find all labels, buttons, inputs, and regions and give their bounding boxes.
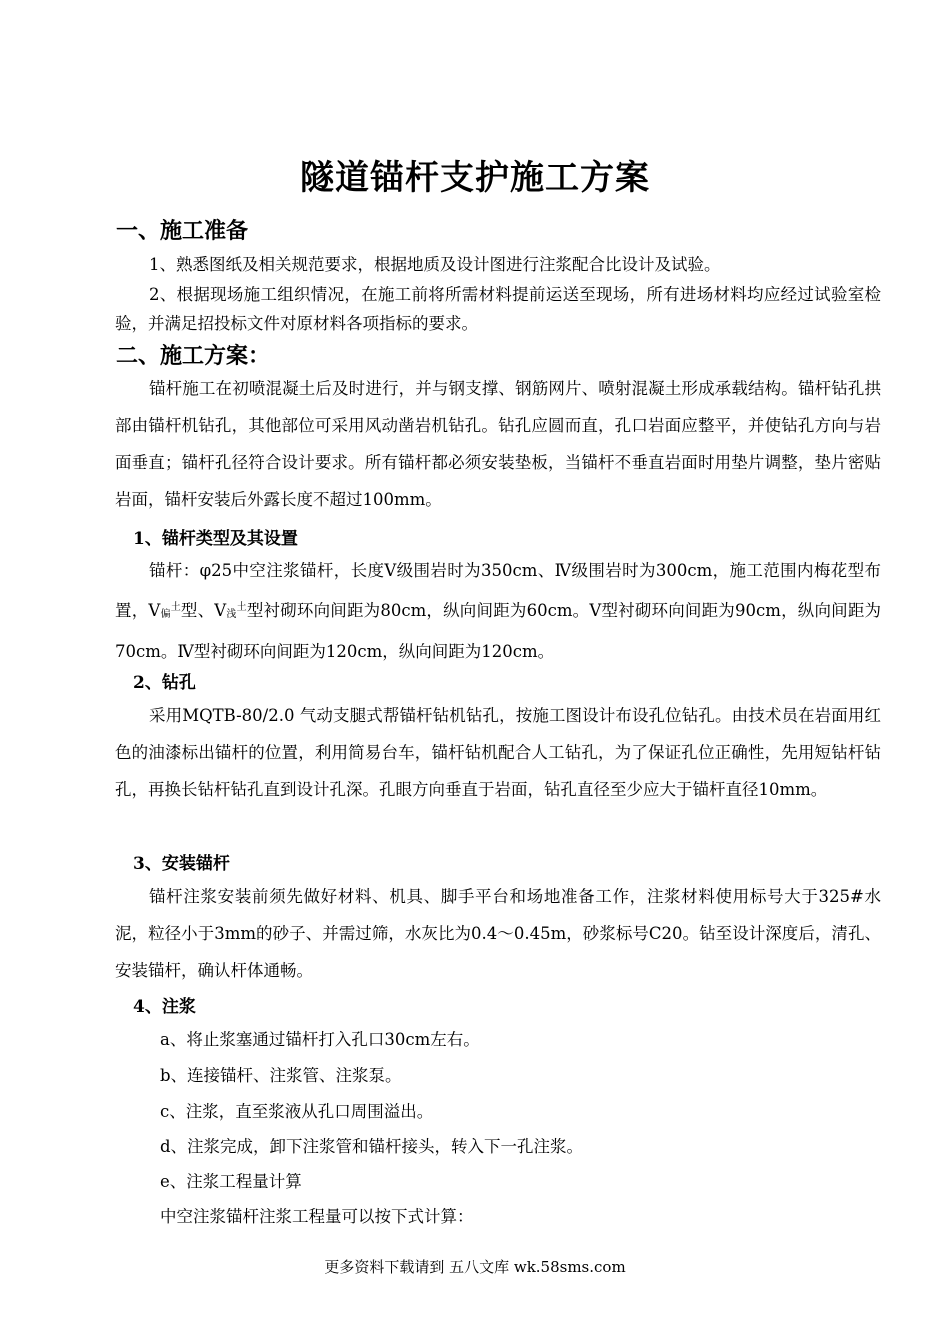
section-heading-plan: 二、施工方案： [116,343,271,369]
anchor-type-text-1: 锚杆：φ25中空注浆锚杆，长度Ⅴ级围岩时为350cm、Ⅳ级围岩时为300cm，施工范围内梅花型布置，Ⅴ [115,561,881,620]
grouting-step-e: e、注浆工程量计算 [160,1172,302,1191]
paragraph-anchor-type [115,552,881,670]
subheading-install: 3、安装锚杆 [133,854,230,874]
paragraph-prep-1: 1、熟悉图纸及相关规范要求，根据地质及设计图进行注浆配合比设计及试验。 [149,255,721,274]
paragraph-install: 锚杆注浆安装前须先做好材料、机具、脚手平台和场地准备工作，注浆材料使用标号大于325#水泥，粒径小于3mm的砂子、并需过筛，水灰比为0.4～0.45m，砂浆标号C20。钻至设计深度后，清孔、安装锚杆，确认杆体通畅。 [115,887,881,980]
paragraph-prep-2: 2、根据现场施工组织情况，在施工前将所需材料提前运送至现场，所有进场材料均应经过试验室检验，并满足招投标文件对原材料各项指标的要求。 [115,285,881,333]
document-title: 隧道锚杆支护施工方案 [300,158,650,198]
grouting-step-d: d、注浆完成，卸下注浆管和锚杆接头，转入下一孔注浆。 [160,1137,584,1156]
subscript-pian: 偏 [160,609,171,620]
grouting-step-a: a、将止浆塞通过锚杆打入孔口30cm左右。 [160,1030,480,1049]
grouting-formula-intro: 中空注浆锚杆注浆工程量可以按下式计算： [160,1207,474,1226]
section-heading-preparation: 一、施工准备 [116,218,249,244]
subheading-grouting: 4、注浆 [133,997,196,1017]
paragraph-drilling: 采用MQTB-80/2.0 气动支腿式帮锚杆钻机钻孔，按施工图设计布设孔位钻孔。由技术员在岩面用红色的油漆标出锚杆的位置，利用简易台车，锚杆钻机配合人工钻孔，为了保证孔位正确性，先用短钻杆钻孔，再换长钻杆钻孔直到设计孔深。孔眼方向垂直于岩面，钻孔直径至少应大于锚杆直径10mm。 [115,706,881,799]
superscript-tu-2: 土 [236,602,247,613]
subheading-drilling: 2、钻孔 [133,673,196,693]
subscript-qian: 浅 [226,609,237,620]
page-footer: 更多资料下载请到 五八文库 wk.58sms.com [324,1258,626,1276]
grouting-step-c: c、注浆，直至浆液从孔口周围溢出。 [160,1102,434,1121]
anchor-type-text-3: 型衬砌环向间距为80cm，纵向间距为60cm。Ⅴ型衬砌环向间距为90cm，纵向间距为70cm。Ⅳ型衬砌环向间距为120cm，纵向间距为120cm。 [115,601,882,661]
superscript-tu-1: 土 [170,602,181,613]
subheading-anchor-type: 1、锚杆类型及其设置 [133,529,298,549]
anchor-type-text-2: 型、Ⅴ [180,601,227,620]
grouting-step-b: b、连接锚杆、注浆管、注浆泵。 [160,1066,402,1085]
paragraph-plan-intro: 锚杆施工在初喷混凝土后及时进行，并与钢支撑、钢筋网片、喷射混凝土形成承载结构。锚杆钻孔拱部由锚杆机钻孔，其他部位可采用风动凿岩机钻孔。钻孔应圆而直，孔口岩面应整平，并使钻孔方向与岩面垂直；锚杆孔径符合设计要求。所有锚杆都必须安装垫板，当锚杆不垂直岩面时用垫片调整，垫片密贴岩面，锚杆安装后外露长度不超过100mm。 [115,379,881,509]
